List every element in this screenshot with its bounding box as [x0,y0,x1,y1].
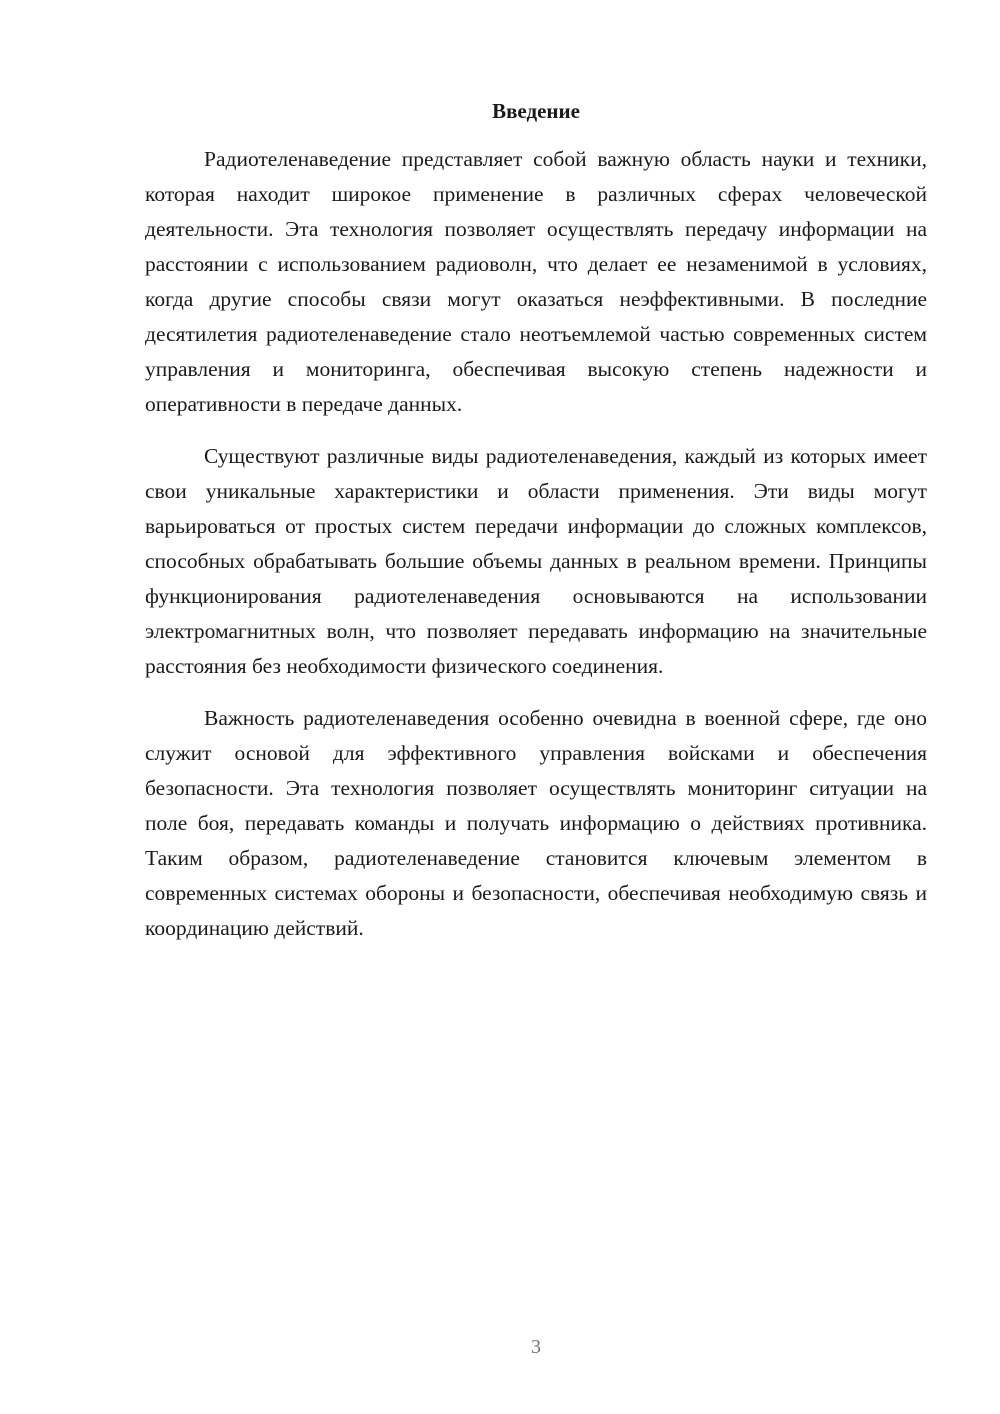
body-text [145,142,927,963]
paragraph-3: Важность радиотеленаведения особенно очевидна в военной сфере, где оно служит основой для эффективного управления войсками и обеспечения безопасности. Эта технология позволяет осуществлять мониторинг ситуации на поле боя, передавать команды и получать информацию о действиях противника. Таким образом, радиотеленаведение становится ключевым элементом в современных системах обороны и безопасности, обеспечивая необходимую связь и координацию действий. [145,706,927,940]
paragraph-1: Радиотеленаведение представляет собой важную область науки и техники, которая находит широкое применение в различных сферах человеческой деятельности. Эта технология позволяет осуществлять передачу информации на расстоянии с использованием радиоволн, что делает ее незаменимой в условиях, когда другие способы связи могут оказаться неэффективными. В последние десятилетия радиотеленаведение стало неотъемлемой частью современных систем управления и мониторинга, обеспечивая высокую степень надежности и оперативности в передаче данных. [145,147,927,416]
section-title: Введение [492,99,580,123]
page-number: 3 [531,1336,541,1358]
paragraph-2: Существуют различные виды радиотеленаведения, каждый из которых имеет свои уникальные характеристики и области применения. Эти виды могут варьироваться от простых систем передачи информации до сложных комплексов, способных обрабатывать большие объемы данных в реальном времени. Принципы функционирования радиотеленаведения основываются на использовании электромагнитных волн, что позволяет передавать информацию на значительные расстояния без необходимости физического соединения. [145,444,927,678]
